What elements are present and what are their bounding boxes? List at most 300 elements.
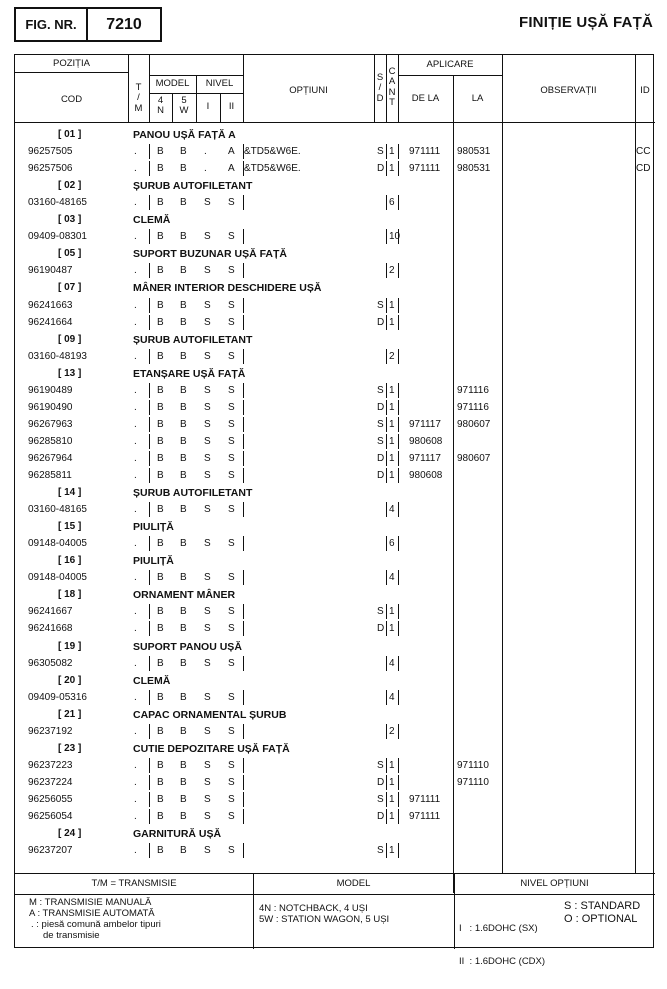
cell-sd: S <box>377 759 384 771</box>
cell-cant: 1 <box>389 606 395 618</box>
cell-cod: 96237224 <box>28 776 73 788</box>
cell-sd: D <box>377 776 385 788</box>
legend-model-title: MODEL <box>336 878 371 889</box>
cell-m5: B <box>180 691 187 703</box>
header-cod: COD <box>60 94 83 105</box>
table-row <box>15 757 655 774</box>
cell-sd: S <box>377 299 384 311</box>
cell-tm: . <box>134 401 137 413</box>
header-nivel: NIVEL <box>205 78 234 89</box>
cell-m5: B <box>180 265 187 277</box>
cell-sd: S <box>377 146 384 158</box>
cell-cant: 1 <box>389 146 395 158</box>
group-row <box>15 279 655 296</box>
position-number: [ 21 ] <box>58 708 82 720</box>
cell-n2: S <box>228 538 235 550</box>
cell-sd: D <box>377 811 385 822</box>
cell-n1: S <box>204 657 211 669</box>
part-description: PANOU UȘĂ FAȚĂ A <box>133 129 236 141</box>
cell-n2: S <box>228 470 235 481</box>
cell-n2: S <box>228 623 235 635</box>
position-number: [ 02 ] <box>58 180 82 192</box>
cell-m5: B <box>180 845 187 857</box>
group-row <box>15 245 655 262</box>
table-row <box>15 160 655 177</box>
table-row <box>15 143 655 160</box>
part-description: MÂNER INTERIOR DESCHIDERE UȘĂ <box>133 282 322 295</box>
part-description: CAPAC ORNAMENTAL ȘURUB <box>133 708 287 721</box>
cell-sd: D <box>377 623 385 635</box>
table-row <box>15 450 655 467</box>
cell-from: 971117 <box>409 452 441 464</box>
cell-cant: 4 <box>389 504 395 516</box>
cell-cant: 1 <box>389 418 395 430</box>
cell-cod: 96241664 <box>28 316 73 328</box>
cell-cod: 96256054 <box>28 811 73 822</box>
table-row <box>15 348 655 365</box>
cell-m5: B <box>180 811 187 822</box>
position-number: [ 16 ] <box>58 555 82 567</box>
cell-m4: B <box>157 606 164 618</box>
cell-m4: B <box>157 725 164 737</box>
table-row <box>15 399 655 416</box>
cell-tm: . <box>134 691 137 703</box>
position-number: [ 24 ] <box>58 828 82 840</box>
cell-n1: S <box>204 435 211 447</box>
cell-cant: 1 <box>389 435 395 447</box>
cell-m5: B <box>180 163 187 175</box>
cell-cant: 1 <box>389 384 395 396</box>
cell-n2: S <box>228 845 235 857</box>
figure-number: 7210 <box>106 15 142 33</box>
cell-n1: S <box>204 452 211 464</box>
part-description: ȘURUB AUTOFILETANT <box>133 180 253 193</box>
cell-cod: 96267964 <box>28 452 73 464</box>
cell-cod: 96257505 <box>28 146 73 158</box>
part-description: ETANȘARE UȘĂ FAȚĂ <box>133 367 246 380</box>
table-row <box>15 416 655 433</box>
cell-cant: 2 <box>389 265 395 277</box>
table-row <box>15 297 655 314</box>
cell-m5: B <box>180 299 187 311</box>
cell-m4: B <box>157 299 164 311</box>
cell-n2: S <box>228 231 235 243</box>
cell-sd: D <box>377 163 385 175</box>
cell-cod: 09409-08301 <box>28 231 87 243</box>
cell-cod: 96267963 <box>28 418 73 430</box>
cell-to: 980531 <box>457 163 491 175</box>
group-row <box>15 331 655 348</box>
header-pozitia: POZIȚIA <box>53 58 90 69</box>
cell-cant: 1 <box>389 811 395 822</box>
cell-cod: 96285810 <box>28 435 73 447</box>
cell-cod: 96190490 <box>28 401 73 413</box>
cell-from: 971111 <box>409 811 441 822</box>
cell-n1: S <box>204 759 211 771</box>
group-row <box>15 638 655 655</box>
table-row <box>15 808 655 825</box>
cell-cod: 96241663 <box>28 299 73 311</box>
cell-n2: S <box>228 504 235 516</box>
cell-m4: B <box>157 418 164 430</box>
cell-cant: 1 <box>389 793 395 805</box>
table-row <box>15 791 655 808</box>
cell-tm: . <box>134 418 137 430</box>
cell-cant: 1 <box>389 452 395 464</box>
header-cant: C A N T <box>388 66 396 109</box>
cell-n1: S <box>204 623 211 635</box>
cell-cod: 03160-48165 <box>28 197 87 209</box>
group-row <box>15 706 655 723</box>
cell-m4: B <box>157 435 164 447</box>
cell-tm: . <box>134 759 137 771</box>
cell-cod: 96237207 <box>28 845 73 857</box>
cell-cod: 09148-04005 <box>28 538 87 550</box>
cell-m5: B <box>180 435 187 447</box>
cell-n1: S <box>204 606 211 618</box>
cell-n1: S <box>204 793 211 805</box>
cell-cant: 2 <box>389 350 395 362</box>
cell-cant: 1 <box>389 623 395 635</box>
cell-n1: S <box>204 231 211 243</box>
cell-n1: S <box>204 538 211 550</box>
table-row <box>15 655 655 672</box>
cell-m5: B <box>180 452 187 464</box>
part-description: ȘURUB AUTOFILETANT <box>133 333 253 346</box>
position-number: [ 01 ] <box>58 129 82 140</box>
cell-cod: 96241668 <box>28 623 73 635</box>
table-row <box>15 620 655 637</box>
cell-m4: B <box>157 350 164 362</box>
part-description: ORNAMENT MÂNER <box>133 589 236 602</box>
cell-m4: B <box>157 231 164 243</box>
cell-m4: B <box>157 384 164 396</box>
cell-n1: S <box>204 418 211 430</box>
cell-m4: B <box>157 146 164 158</box>
cell-tm: . <box>134 452 137 464</box>
cell-to: 971116 <box>457 401 489 413</box>
cell-opt: &TD5&W6E. <box>244 146 301 158</box>
cell-id: CD <box>636 163 651 175</box>
position-number: [ 23 ] <box>58 742 82 754</box>
cell-sd: D <box>377 401 385 413</box>
cell-sd: S <box>377 384 384 396</box>
cell-cod: 03160-48165 <box>28 504 87 516</box>
table-row <box>15 228 655 245</box>
cell-tm: . <box>134 845 137 857</box>
cell-m5: B <box>180 759 187 771</box>
group-row <box>15 672 655 689</box>
header-tm: T / M <box>134 82 143 114</box>
cell-n2: S <box>228 299 235 311</box>
cell-m4: B <box>157 538 164 550</box>
cell-m5: B <box>180 725 187 737</box>
cell-cod: 03160-48193 <box>28 350 87 362</box>
legend-nivel-title: NIVEL OPȚIUNI <box>520 878 589 889</box>
cell-sd: D <box>377 470 385 481</box>
cell-cod: 96190487 <box>28 265 73 277</box>
cell-tm: . <box>134 299 137 311</box>
cell-opt: &TD5&W6E. <box>244 163 301 175</box>
cell-m4: B <box>157 845 164 857</box>
cell-cant: 10 <box>389 231 401 243</box>
cell-tm: . <box>134 572 137 584</box>
cell-m4: B <box>157 623 164 635</box>
cell-n1: S <box>204 197 211 209</box>
cell-n2: S <box>228 606 235 618</box>
cell-from: 971117 <box>409 418 441 430</box>
header-sd: S / D <box>376 72 384 104</box>
group-row <box>15 126 655 143</box>
cell-cod: 96305082 <box>28 657 73 669</box>
legend-model: 4N : NOTCHBACK, 4 UȘI 5W : STATION WAGON, 5 UȘI <box>259 903 390 925</box>
cell-to: 971116 <box>457 384 489 396</box>
group-row <box>15 211 655 228</box>
position-number: [ 03 ] <box>58 214 82 226</box>
cell-from: 971111 <box>409 146 441 158</box>
cell-sd: D <box>377 452 385 464</box>
cell-m5: B <box>180 231 187 243</box>
part-description: CLEMĂ <box>133 674 171 687</box>
page-title: FINIȚIE UȘĂ FAȚĂ <box>518 14 653 31</box>
cell-sd: S <box>377 606 384 618</box>
cell-to: 980607 <box>457 452 491 464</box>
cell-n2: A <box>228 146 235 158</box>
group-row <box>15 365 655 382</box>
cell-n1: S <box>204 572 211 584</box>
cell-tm: . <box>134 811 137 822</box>
table-row <box>15 689 655 706</box>
table-row <box>15 603 655 620</box>
cell-sd: S <box>377 435 384 447</box>
cell-n1: S <box>204 470 211 481</box>
cell-n1: S <box>204 265 211 277</box>
legend-tm-title: T/M = TRANSMISIE <box>91 878 177 889</box>
cell-m4: B <box>157 759 164 771</box>
cell-tm: . <box>134 657 137 669</box>
cell-cod: 96285811 <box>28 470 72 481</box>
cell-tm: . <box>134 265 137 277</box>
parts-table <box>14 54 654 967</box>
cell-cant: 1 <box>389 163 395 175</box>
table-row <box>15 501 655 518</box>
cell-m4: B <box>157 793 164 805</box>
cell-m5: B <box>180 418 187 430</box>
cell-cod: 09148-04005 <box>28 572 87 584</box>
table-row <box>15 194 655 211</box>
cell-tm: . <box>134 435 137 447</box>
table-row <box>15 433 655 450</box>
cell-n2: S <box>228 350 235 362</box>
part-description: SUPORT PANOU UȘĂ <box>133 640 242 653</box>
table-row <box>15 467 655 484</box>
cell-sd: D <box>377 316 385 328</box>
table-row <box>15 842 655 859</box>
cell-m4: B <box>157 265 164 277</box>
cell-m5: B <box>180 384 187 396</box>
part-description: GARNITURĂ UȘĂ <box>133 828 222 841</box>
cell-n1: S <box>204 776 211 788</box>
cell-n1: S <box>204 504 211 516</box>
cell-cant: 4 <box>389 691 395 703</box>
cell-n2: S <box>228 691 235 703</box>
part-description: SUPORT BUZUNAR UȘĂ FAȚĂ <box>133 248 287 261</box>
cell-n2: S <box>228 418 235 430</box>
position-number: [ 14 ] <box>58 487 82 499</box>
table-row <box>15 774 655 791</box>
position-number: [ 18 ] <box>58 589 82 601</box>
group-row <box>15 552 655 569</box>
cell-to: 971110 <box>457 759 489 771</box>
cell-m4: B <box>157 316 164 328</box>
cell-tm: . <box>134 146 137 158</box>
cell-cant: 6 <box>389 538 395 550</box>
table-row <box>15 569 655 586</box>
cell-m4: B <box>157 811 164 822</box>
cell-sd: S <box>377 418 384 430</box>
part-description: PIULIȚĂ <box>133 521 174 534</box>
cell-m4: B <box>157 504 164 516</box>
cell-to: 980607 <box>457 418 491 430</box>
cell-m4: B <box>157 470 164 481</box>
cell-n1: S <box>204 299 211 311</box>
cell-n1: . <box>204 146 207 158</box>
part-description: CUTIE DEPOZITARE UȘĂ FAȚĂ <box>133 742 290 755</box>
cell-n2: A <box>228 163 235 175</box>
cell-from: 980608 <box>409 470 443 481</box>
header-optiuni: OPȚIUNI <box>289 85 328 96</box>
cell-n1: S <box>204 845 211 857</box>
cell-to: 980531 <box>457 146 491 158</box>
header-de-la: DE LA <box>411 93 440 104</box>
cell-m5: B <box>180 197 187 209</box>
cell-cant: 4 <box>389 657 395 669</box>
header-model-4n: 4 N <box>157 95 164 117</box>
position-number: [ 19 ] <box>58 640 82 652</box>
part-description: PIULIȚĂ <box>133 555 174 568</box>
cell-cant: 1 <box>389 776 395 788</box>
cell-cant: 6 <box>389 197 395 209</box>
header-id: ID <box>640 85 650 96</box>
cell-n2: S <box>228 435 235 447</box>
cell-from: 980608 <box>409 435 443 447</box>
cell-m4: B <box>157 197 164 209</box>
legend-codes: S : STANDARD O : OPTIONAL <box>564 900 641 925</box>
position-number: [ 05 ] <box>58 248 82 260</box>
table-row <box>15 314 655 331</box>
cell-n1: S <box>204 384 211 396</box>
cell-from: 971111 <box>409 163 441 175</box>
cell-cant: 1 <box>389 316 395 328</box>
cell-cant: 1 <box>389 759 395 771</box>
position-number: [ 20 ] <box>58 674 82 686</box>
cell-tm: . <box>134 231 137 243</box>
cell-n2: S <box>228 725 235 737</box>
cell-tm: . <box>134 470 137 481</box>
position-number: [ 09 ] <box>58 333 82 345</box>
cell-tm: . <box>134 793 137 805</box>
cell-n1: S <box>204 725 211 737</box>
cell-tm: . <box>134 350 137 362</box>
cell-m5: B <box>180 316 187 328</box>
cell-n1: S <box>204 316 211 328</box>
cell-cant: 1 <box>389 470 395 481</box>
cell-m5: B <box>180 504 187 516</box>
cell-n2: S <box>228 776 235 788</box>
table-row <box>15 262 655 279</box>
header-nivel-i: I <box>206 101 210 112</box>
cell-cod: 09409-05316 <box>28 691 87 703</box>
cell-tm: . <box>134 538 137 550</box>
cell-m5: B <box>180 793 187 805</box>
cell-n1: S <box>204 691 211 703</box>
cell-n2: S <box>228 401 235 413</box>
cell-m5: B <box>180 623 187 635</box>
table-row <box>15 382 655 399</box>
cell-tm: . <box>134 623 137 635</box>
group-row <box>15 586 655 603</box>
cell-m5: B <box>180 350 187 362</box>
figure-label: FIG. NR. <box>16 9 88 40</box>
cell-cod: 96190489 <box>28 384 73 396</box>
cell-n2: S <box>228 572 235 584</box>
group-row <box>15 518 655 535</box>
table-row <box>15 535 655 552</box>
cell-from: 971111 <box>409 793 441 805</box>
cell-tm: . <box>134 606 137 618</box>
header-aplicare: APLICARE <box>426 59 474 70</box>
legend-tm: M : TRANSMISIE MANUALĂ A : TRANSMISIE AUTOMATĂ . : piesă comună ambelor tipuri de transmisie <box>29 897 161 941</box>
cell-n2: S <box>228 384 235 396</box>
cell-to: 971110 <box>457 776 489 788</box>
figure-number-box <box>14 7 162 42</box>
cell-n1: S <box>204 350 211 362</box>
cell-tm: . <box>134 384 137 396</box>
cell-n2: S <box>228 197 235 209</box>
cell-n2: S <box>228 811 235 822</box>
cell-cod: 96257506 <box>28 163 73 175</box>
cell-m4: B <box>157 401 164 413</box>
cell-m4: B <box>157 776 164 788</box>
cell-m4: B <box>157 163 164 175</box>
cell-tm: . <box>134 197 137 209</box>
header-nivel-ii: II <box>228 101 235 112</box>
cell-cod: 96237223 <box>28 759 73 771</box>
cell-cod: 96256055 <box>28 793 73 805</box>
part-description: ȘURUB AUTOFILETANT <box>133 487 253 500</box>
cell-m5: B <box>180 776 187 788</box>
cell-n1: S <box>204 811 211 822</box>
group-row <box>15 740 655 757</box>
cell-m4: B <box>157 691 164 703</box>
header-la: LA <box>471 93 484 104</box>
cell-n1: . <box>204 163 207 175</box>
header-observatii: OBSERVAȚII <box>540 85 597 96</box>
cell-n2: S <box>228 265 235 277</box>
cell-m5: B <box>180 401 187 413</box>
cell-n2: S <box>228 657 235 669</box>
table-row <box>15 723 655 740</box>
cell-m4: B <box>157 452 164 464</box>
cell-tm: . <box>134 776 137 788</box>
cell-m5: B <box>180 657 187 669</box>
group-row <box>15 177 655 194</box>
cell-tm: . <box>134 504 137 516</box>
cell-m5: B <box>180 146 187 158</box>
cell-m5: B <box>180 572 187 584</box>
cell-tm: . <box>134 725 137 737</box>
position-number: [ 13 ] <box>58 367 82 379</box>
